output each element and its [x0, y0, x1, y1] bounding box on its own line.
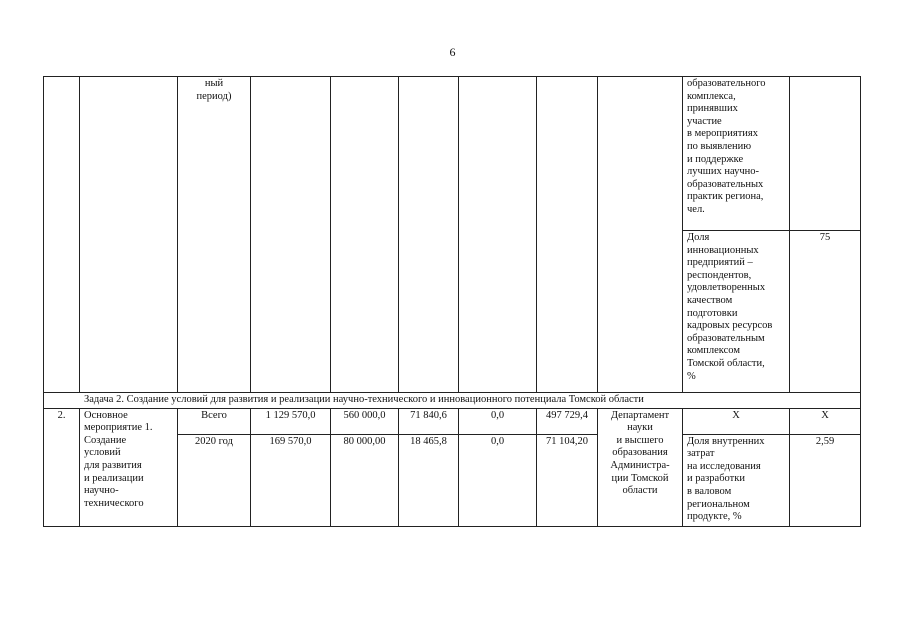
period-cell: 2020 год	[178, 434, 251, 526]
local-cell: 0,0	[459, 434, 537, 526]
federal-cell: 560 000,0	[331, 408, 399, 434]
row-number: 2.	[44, 408, 80, 526]
task-row	[44, 393, 861, 409]
executor-cell: Департамент науки и высшего образования Администра- ции Томской области	[598, 408, 683, 526]
task-title: Задача 2. Создание условий для развития и реализации научно-технического и инновационного потенциала Томской области	[44, 393, 861, 409]
period-fragment-cell: ный период)	[178, 77, 251, 393]
indicator-value-cell: Х	[790, 408, 861, 434]
indicator-cell: Доля инновационных предприятий – респондентов, удовлетворенных качеством подготовки кадровых ресурсов образовательным комплексом Томской области, %	[683, 231, 790, 393]
table-row	[44, 408, 861, 434]
other-cell: 497 729,4	[537, 408, 598, 434]
other-cell: 71 104,20	[537, 434, 598, 526]
local-cell: 0,0	[459, 408, 537, 434]
indicator-cell: Х	[683, 408, 790, 434]
indicator-cell: образовательного комплекса, принявших участие в мероприятиях по выявлению и поддержке лучших научно- образовательных практик региона, чел.	[683, 77, 790, 231]
total-cell: 1 129 570,0	[251, 408, 331, 434]
indicator-cell: Доля внутренних затрат на исследования и разработки в валовом региональном продукте, %	[683, 434, 790, 526]
regional-cell: 71 840,6	[399, 408, 459, 434]
total-cell: 169 570,0	[251, 434, 331, 526]
indicator-value-cell: 2,59	[790, 434, 861, 526]
page-number: 6	[449, 45, 456, 59]
regional-cell: 18 465,8	[399, 434, 459, 526]
cell-empty	[537, 77, 598, 393]
cell-empty	[331, 77, 399, 393]
table-row	[44, 77, 861, 231]
cell-empty	[399, 77, 459, 393]
program-table	[43, 76, 861, 527]
indicator-value-cell	[790, 77, 861, 231]
period-cell: Всего	[178, 408, 251, 434]
cell-empty	[598, 77, 683, 393]
federal-cell: 80 000,00	[331, 434, 399, 526]
indicator-value-cell: 75	[790, 231, 861, 393]
cell-empty	[251, 77, 331, 393]
measure-name: Основное мероприятие 1. Создание условий для развития и реализации научно- технического	[80, 408, 178, 526]
cell-empty	[459, 77, 537, 393]
cell-empty	[80, 77, 178, 393]
cell-empty	[44, 77, 80, 393]
